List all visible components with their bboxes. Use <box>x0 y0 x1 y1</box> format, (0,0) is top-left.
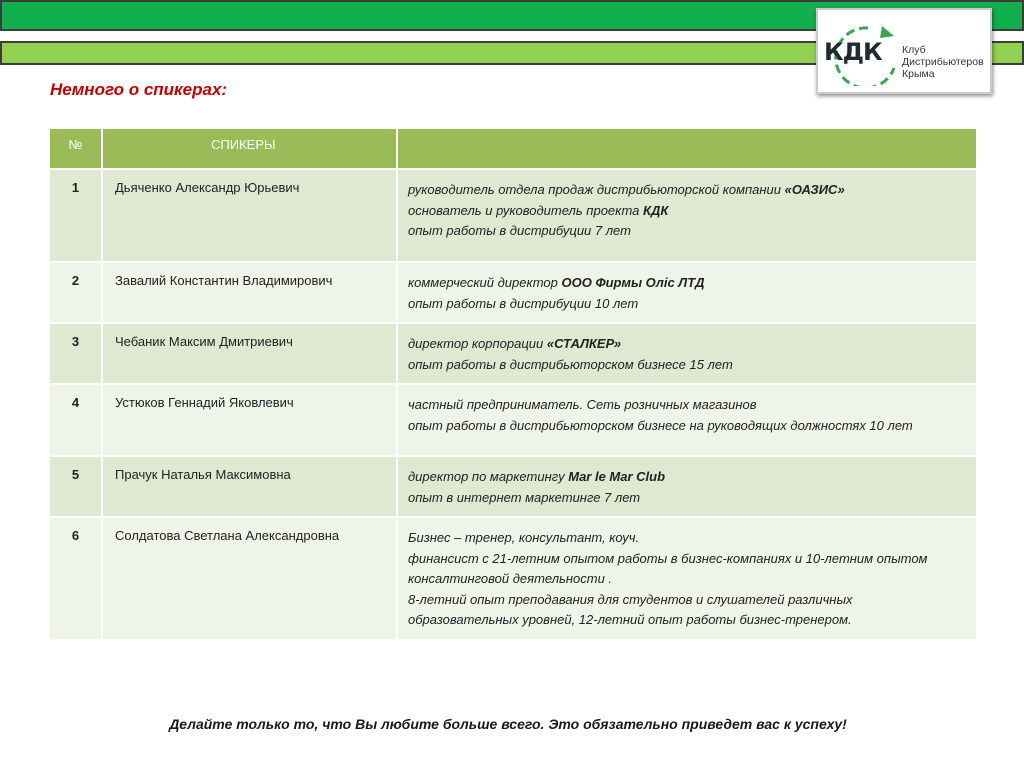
speaker-name: Дьяченко Александр Юрьевич <box>102 169 397 262</box>
description-highlight: «СТАЛКЕР» <box>546 336 622 351</box>
header-description <box>397 128 977 169</box>
description-highlight: КДК <box>642 202 669 218</box>
row-number: 5 <box>49 456 102 517</box>
logo-line-1: Клуб <box>902 44 926 56</box>
description-text: 8-летний опыт преподавания для студентов и слушателей различных образовательных уровней, 12-летний опыт работы бизнес-тренером. <box>408 591 853 627</box>
description-text: частный предприниматель. Сеть розничных магазинов <box>408 397 757 412</box>
speaker-name: Чебаник Максим Дмитриевич <box>102 323 397 384</box>
logo-line-2: Дистрибьютеров <box>902 56 984 68</box>
speaker-description <box>397 323 977 384</box>
table-row <box>49 456 977 517</box>
table-row <box>49 384 977 456</box>
description-line <box>408 416 966 437</box>
description-text: финансист с 21-летним опытом работы в бизнес-компаниях и 10-летним опытом консалтинговой деятельности . <box>408 550 928 586</box>
kdk-logo <box>816 8 992 94</box>
speaker-description <box>397 384 977 456</box>
description-text: опыт работы в дистрибуции 7 лет <box>408 223 631 238</box>
row-number: 1 <box>49 169 102 262</box>
description-text: руководитель отдела продаж дистрибьюторской компании <box>408 182 785 197</box>
description-text: опыт работы в дистрибьюторском бизнесе на руководящих должностях 10 лет <box>408 417 913 433</box>
description-line <box>408 528 966 549</box>
description-text: опыт работы в дистрибуции 10 лет <box>408 295 639 311</box>
description-text: основатель и руководитель проекта <box>408 202 643 218</box>
description-highlight: «ОАЗИС» <box>784 182 845 197</box>
speaker-description <box>397 456 977 517</box>
speaker-description <box>397 517 977 640</box>
header-number: № <box>49 128 102 169</box>
table-row <box>49 323 977 384</box>
header-speakers: СПИКЕРЫ <box>102 128 397 169</box>
table-header-row <box>49 128 977 169</box>
description-line <box>408 488 966 509</box>
table-row <box>49 262 977 323</box>
speaker-description <box>397 169 977 262</box>
speaker-name: Устюков Геннадий Яковлевич <box>102 384 397 456</box>
row-number: 6 <box>49 517 102 640</box>
description-line <box>408 294 966 315</box>
table-row <box>49 169 977 262</box>
table-row <box>49 517 977 640</box>
speakers-table <box>48 127 978 641</box>
page-title: Немного о спикерах: <box>50 80 228 99</box>
description-text: директор по маркетингу <box>408 469 569 484</box>
description-text: директор корпорации <box>408 336 547 351</box>
description-line <box>408 395 966 416</box>
description-text: опыт работы в дистрибьюторском бизнесе 15 лет <box>408 356 733 372</box>
description-line <box>408 355 966 376</box>
description-highlight: ООО Фирмы Оліс ЛТД <box>561 275 705 290</box>
speaker-name: Завалий Константин Владимирович <box>102 262 397 323</box>
description-line <box>408 549 966 590</box>
logo-mark-text: КДК <box>824 38 882 66</box>
description-line <box>408 273 966 294</box>
description-text: Бизнес – тренер, консультант, коуч. <box>408 530 640 545</box>
logo-caption <box>902 44 994 80</box>
description-text: опыт в интернет маркетинге 7 лет <box>408 489 641 505</box>
row-number: 2 <box>49 262 102 323</box>
description-highlight: Mar le Mar Club <box>568 469 666 484</box>
description-text: коммерческий директор <box>408 275 562 290</box>
description-line <box>408 467 966 488</box>
description-line <box>408 590 966 631</box>
circular-arrows-icon <box>824 20 900 86</box>
description-line <box>408 221 966 242</box>
logo-line-3: Крыма <box>902 68 935 80</box>
speaker-description <box>397 262 977 323</box>
speaker-name: Солдатова Светлана Александровна <box>102 517 397 640</box>
footer-quote: Делайте только то, что Вы любите больше всего. Это обязательно приведет вас к успеху! <box>169 716 847 732</box>
row-number: 3 <box>49 323 102 384</box>
description-line <box>408 180 966 201</box>
description-line <box>408 201 966 222</box>
description-line <box>408 334 966 355</box>
speaker-name: Прачук Наталья Максимовна <box>102 456 397 517</box>
row-number: 4 <box>49 384 102 456</box>
